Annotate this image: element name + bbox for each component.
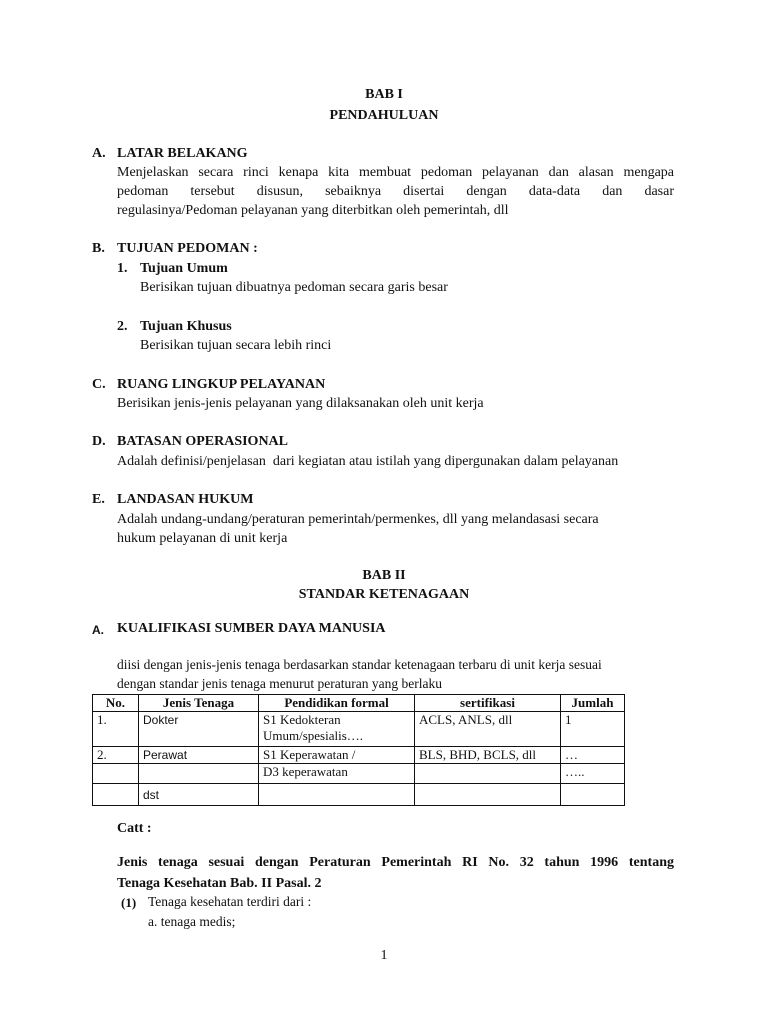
table-cell: dst bbox=[139, 784, 259, 806]
subitem-title: Tujuan Umum bbox=[140, 261, 228, 276]
table-cell: Dokter bbox=[139, 712, 259, 747]
section-letter: A. bbox=[92, 623, 104, 637]
table-cell: 2. bbox=[93, 747, 139, 764]
table-row bbox=[93, 764, 625, 784]
clause-text: Tenaga kesehatan terdiri dari : bbox=[148, 894, 312, 909]
section-letter: C. bbox=[92, 377, 106, 392]
table-row bbox=[93, 747, 625, 764]
section-heading: BATASAN OPERASIONAL bbox=[117, 434, 289, 449]
column-header-pendidikan: Pendidikan formal bbox=[259, 695, 415, 712]
section-heading: RUANG LINGKUP PELAYANAN bbox=[117, 377, 326, 392]
table-header-row bbox=[93, 695, 625, 712]
section-letter: B. bbox=[92, 241, 105, 256]
column-header-jenis-tenaga: Jenis Tenaga bbox=[139, 695, 259, 712]
subitem-text: Berisikan tujuan secara lebih rinci bbox=[140, 338, 332, 353]
table-cell: ….. bbox=[561, 764, 625, 784]
table-cell: ACLS, ANLS, dll bbox=[415, 712, 561, 747]
paragraph-line: Menjelaskan secara rinci kenapa kita membuat pedoman pelayanan dan alasan mengapa bbox=[117, 165, 674, 180]
note-label: Catt : bbox=[117, 821, 152, 836]
note-line: Tenaga Kesehatan Bab. II Pasal. 2 bbox=[117, 876, 322, 891]
clause-item: a. tenaga medis; bbox=[148, 914, 236, 929]
paragraph-line: Berisikan jenis-jenis pelayanan yang dilaksanakan oleh unit kerja bbox=[117, 396, 484, 411]
table-cell: … bbox=[561, 747, 625, 764]
table-cell bbox=[259, 784, 415, 806]
table-cell bbox=[415, 764, 561, 784]
chapter-number: BAB II bbox=[362, 568, 406, 583]
table-cell bbox=[561, 784, 625, 806]
table-cell bbox=[139, 764, 259, 784]
table-cell: D3 keperawatan bbox=[259, 764, 415, 784]
paragraph-line: dengan standar jenis tenaga menurut peraturan yang berlaku bbox=[117, 676, 442, 691]
table-row bbox=[93, 784, 625, 806]
subitem-title: Tujuan Khusus bbox=[140, 319, 232, 334]
paragraph-line: regulasinya/Pedoman pelayanan yang diterbitkan oleh pemerintah, dll bbox=[117, 203, 509, 218]
subitem-number: 2. bbox=[117, 319, 128, 334]
table-cell bbox=[93, 784, 139, 806]
section-letter: A. bbox=[92, 146, 106, 161]
column-header-jumlah: Jumlah bbox=[561, 695, 625, 712]
table-cell bbox=[93, 764, 139, 784]
paragraph-line: pedoman tersebut disusun, sebaiknya disertai dengan data-data dan dasar bbox=[117, 184, 674, 199]
paragraph-line: hukum pelayanan di unit kerja bbox=[117, 531, 288, 546]
table-row bbox=[93, 712, 625, 747]
table-cell bbox=[415, 784, 561, 806]
paragraph-line: Adalah undang-undang/peraturan pemerintah/permenkes, dll yang melandasasi secara bbox=[117, 512, 599, 527]
section-heading: TUJUAN PEDOMAN : bbox=[117, 241, 258, 256]
table-cell: S1 Keperawatan / bbox=[259, 747, 415, 764]
page-number: 1 bbox=[380, 948, 388, 963]
table-cell: 1. bbox=[93, 712, 139, 747]
section-letter: E. bbox=[92, 492, 105, 507]
chapter-title: STANDAR KETENAGAAN bbox=[298, 587, 470, 602]
paragraph-line: diisi dengan jenis-jenis tenaga berdasarkan standar ketenagaan terbaru di unit kerja sesuai bbox=[117, 657, 602, 672]
chapter-number: BAB I bbox=[365, 87, 403, 102]
chapter-title: PENDAHULUAN bbox=[329, 108, 439, 123]
section-heading: LANDASAN HUKUM bbox=[117, 492, 254, 507]
column-header-no: No. bbox=[93, 695, 139, 712]
table-cell: S1 Kedokteran Umum/spesialis…. bbox=[259, 712, 415, 747]
clause-number: (1) bbox=[121, 895, 137, 910]
column-header-sertifikasi: sertifikasi bbox=[415, 695, 561, 712]
table-cell: 1 bbox=[561, 712, 625, 747]
subitem-text: Berisikan tujuan dibuatnya pedoman secara garis besar bbox=[140, 280, 448, 295]
note-line: Jenis tenaga sesuai dengan Peraturan Pemerintah RI No. 32 tahun 1996 tentang bbox=[117, 855, 674, 870]
table-cell: BLS, BHD, BCLS, dll bbox=[415, 747, 561, 764]
paragraph-line: Adalah definisi/penjelasan dari kegiatan atau istilah yang dipergunakan dalam pelayanan bbox=[117, 454, 619, 469]
section-letter: D. bbox=[92, 434, 106, 449]
subitem-number: 1. bbox=[117, 261, 128, 276]
staff-qualification-table bbox=[92, 694, 625, 806]
section-heading: LATAR BELAKANG bbox=[117, 146, 248, 161]
table-cell: Perawat bbox=[139, 747, 259, 764]
section-heading: KUALIFIKASI SUMBER DAYA MANUSIA bbox=[117, 621, 386, 636]
